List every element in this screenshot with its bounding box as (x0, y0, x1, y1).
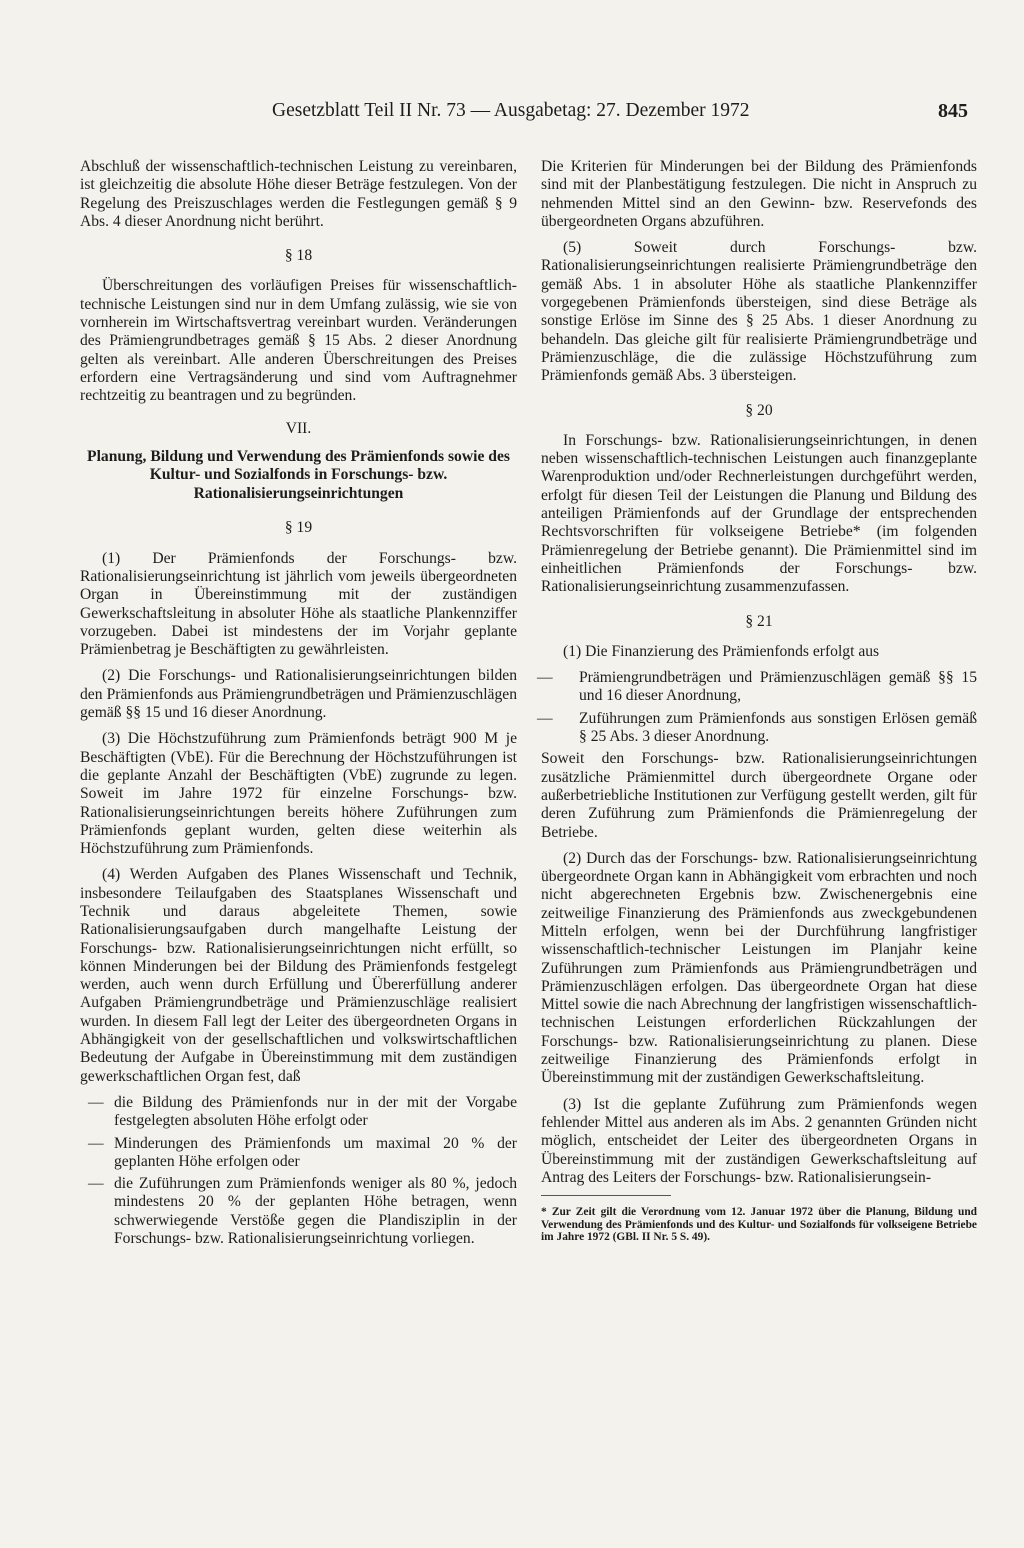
chapter-heading: Planung, Bildung und Verwendung des Prämienfonds sowie des Kultur- und Sozialfonds in Forschungs- bzw. Rationalisierungseinrichtungen (87, 447, 510, 502)
footnote: * Zur Zeit gilt die Verordnung vom 12. Januar 1972 über die Planung, Bildung und Verwendung des Prämienfonds und des Kultur- und Sozialfonds für volkseigene Betriebe im Jahre 1972 (GBl. II Nr. 5 S. 49). (541, 1206, 977, 1244)
list-item (80, 1135, 517, 1172)
section-number-19: § 19 (284, 519, 313, 537)
paragraph: (5) Soweit durch Forschungs- bzw. Rationalisierungseinrichtungen realisierte Prämiengrundbeträge den gemäß Abs. 1 in absoluter Höhe als staatliche Plankennziffer vorgegebenen Prämienfonds übersteigen, sind diese Beträge als sonstige Erlöse im Sinne des § 25 Abs. 1 dieser Anordnung zu behandeln. Das gleiche gilt für realisierte Prämiengrundbeträge und Prämienzuschläge, die die zulässige Höchstzuführung zum Prämienfonds gemäß Abs. 3 übersteigen. (541, 239, 977, 385)
page-header (0, 100, 1024, 124)
paragraph: (1) Der Prämienfonds der Forschungs- bzw. Rationalisierungseinrichtung ist jährlich vom jeweils übergeordneten Organ in Übereinstimmung mit der zuständigen Gewerkschaftsleitung in absoluter Höhe als staatliche Plankennziffer vorzugeben. Dabei ist mindestens der im Vorjahr geplante Prämienbetrag je Beschäftigten zu gewährleisten. (80, 549, 517, 659)
paragraph: Die Kriterien für Minderungen bei der Bildung des Prämienfonds sind mit der Planbestätigung festzulegen. Die nicht in Anspruch zu nehmenden Mittel sind an den Gewinn- bzw. Reservefonds des übergeordneten Organs abzuführen. (541, 158, 977, 230)
paragraph: Abschluß der wissenschaftlich-technischen Leistung zu vereinbaren, ist gleichzeitig die absolute Höhe dieser Beträge festzulegen. Von der Regelung des Preiszuschlages werden die Festlegungen gemäß § 9 Abs. 4 dieser Anordnung nicht berührt. (80, 158, 517, 230)
list-item-text: Prämiengrundbeträgen und Prämienzuschlägen gemäß §§ 15 und 16 dieser Anordnung, (579, 669, 977, 705)
section-number-21: § 21 (745, 612, 773, 630)
paragraph: Überschreitungen des vorläufigen Preises für wissenschaftlich-technische Leistungen sind nur in dem Umfang zulässig, wie sie von vornherein im Wirtschaftsvertrag vereinbart wurden. Veränderungen des Prämiengrundbetrages gemäß § 15 Abs. 2 dieser Anordnung gelten als vereinbart. Alle anderen Überschreitungen des Preises erfordern eine Vertragsänderung und sind vom Auftragnehmer rechtzeitig zu beantragen und zu begründen. (80, 277, 517, 405)
dash-marker: — (88, 1175, 104, 1193)
chapter-number: VII. (285, 419, 312, 437)
paragraph: (3) Ist die geplante Zuführung zum Prämienfonds wegen fehlender Mittel aus anderen als im Abs. 2 genannten Gründen nicht möglich, entscheidet der Leiter des übergeordneten Organs in Übereinstimmung mit der zuständigen Gewerkschaftsleitung auf Antrag des Leiters der Forschungs- bzw. Rationalisierungsein- (541, 1095, 977, 1186)
paragraph: (2) Die Forschungs- und Rationalisierungseinrichtungen bilden den Prämienfonds aus Prämiengrundbeträgen und Prämienzuschlägen gemäß §§ 15 und 16 dieser Anordnung. (80, 667, 517, 722)
list-item (80, 1094, 517, 1131)
list-item (537, 669, 977, 706)
page-number: 845 (938, 100, 968, 122)
left-column (80, 158, 517, 1252)
paragraph: (4) Werden Aufgaben des Planes Wissenschaft und Technik, insbesondere Teilaufgaben des Staatsplanes Wissenschaft und Technik und daraus abgeleitete Themen, sowie Rationalisierungsaufgaben durch mangelhafte Leistung der Forschungs- bzw. Rationalisierungseinrichtungen nicht erfüllt, so können Minderungen bei der Bildung des Prämienfonds festgelegt werden, auch wenn durch Erfüllung und Übererfüllung anderer Aufgaben Prämiengrundbeträge und Prämienzuschläge realisiert wurden. In diesem Fall legt der Leiter des übergeordneten Organs in Abhängigkeit von der gesellschaftlichen und volkswirtschaftlichen Bedeutung der Aufgabe in Übereinstimmung mit dem zuständigen gewerkschaftlichen Organ fest, daß (80, 866, 517, 1085)
dash-marker: — (88, 1134, 104, 1152)
section-number-18: § 18 (284, 247, 313, 265)
list-item-text: Minderungen des Prämienfonds um maximal 20 % der geplanten Höhe erfolgen oder (114, 1134, 517, 1170)
list-item (537, 709, 977, 747)
section-number-20: § 20 (745, 401, 773, 419)
paragraph: (1) Die Finanzierung des Prämienfonds erfolgt aus (563, 642, 880, 660)
list-item-text: die Bildung des Prämienfonds nur in der mit der Vorgabe festgelegten absoluten Höhe erfolgt oder (114, 1093, 517, 1130)
dash-marker: — (88, 1093, 104, 1111)
list-item (80, 1175, 517, 1248)
dash-marker: — (537, 709, 553, 727)
running-title: Gesetzblatt Teil II Nr. 73 — Ausgabetag: 27. Dezember 1972 (272, 100, 750, 121)
list-item-text: Zuführungen zum Prämienfonds aus sonstigen Erlösen gemäß § 25 Abs. 3 dieser Anordnung. (579, 709, 977, 746)
right-column (537, 158, 977, 1244)
dash-marker: — (537, 669, 553, 687)
paragraph: Soweit den Forschungs- bzw. Rationalisierungseinrichtungen zusätzliche Prämienmittel durch übergeordnete Organe oder außerbetriebliche Institutionen zur Verfügung gestellt werden, gilt für deren Zuführung zum Prämienfonds die Prämienregelung der Betriebe. (541, 750, 977, 841)
footnote-rule (541, 1195, 671, 1196)
list-item-text: die Zuführungen zum Prämienfonds weniger als 80 %, jedoch mindestens 20 % der geplanten Höhe betragen, wenn schwerwiegende Verstöße gegen die Plandisziplin in der Forschungs- bzw. Rationalisierungseinrichtung vorliegen. (114, 1175, 517, 1248)
paragraph: (3) Die Höchstzuführung zum Prämienfonds beträgt 900 M je Beschäftigten (VbE). Für die Berechnung der Höchstzuführungen ist die geplante Anzahl der Beschäftigten (VbE) zugrunde zu legen. Soweit im Jahre 1972 für einzelne Forschungs- bzw. Rationalisierungseinrichtungen bereits höhere Zuführungen zum Prämienfonds geplant wurden, gelten diese weiterhin als Höchstzuführung zum Prämienfonds. (80, 730, 517, 858)
paragraph: (2) Durch das der Forschungs- bzw. Rationalisierungseinrichtung übergeordnete Organ kann in Abhängigkeit vom erbrachten und noch nicht abgerechneten Ergebnis bzw. Zwischenergebnis eine zeitweilige Finanzierung des Prämienfonds aus zweckgebundenen Mitteln erfolgen, wenn bei der Durchführung langfristiger wissenschaftlich-technischer Leistungen im Planjahr keine Zuführungen zum Prämienfonds aus Prämiengrundbeträgen und Prämienzuschlägen erfolgen. Das übergeordnete Organ hat diese Mittel sowie die nach Abrechnung der langfristigen wissenschaftlich-technischen Leistungen erforderlichen Rückzahlungen der Forschungs- bzw. Rationalisierungseinrichtung zu planen. Diese zeitweilige Finanzierung des Prämienfonds erfolgt in Übereinstimmung mit der zuständigen Gewerkschaftsleitung. (541, 849, 977, 1087)
paragraph: In Forschungs- bzw. Rationalisierungseinrichtungen, in denen neben wissenschaftlich-technischen Leistungen auch finanzgeplante Warenproduktion und/oder Rechnerleistungen durchgeführt werden, erfolgt für diesen Teil der Leistungen die Planung und Bildung des anteiligen Prämienfonds auf der Grundlage der entsprechenden Rechtsvorschriften für volkseigene Betriebe* (im folgenden Prämienregelung der Betriebe genannt). Die Prämienmittel sind im einheitlichen Prämienfonds der Forschungs- bzw. Rationalisierungseinrichtung zusammenzufassen. (541, 431, 977, 596)
